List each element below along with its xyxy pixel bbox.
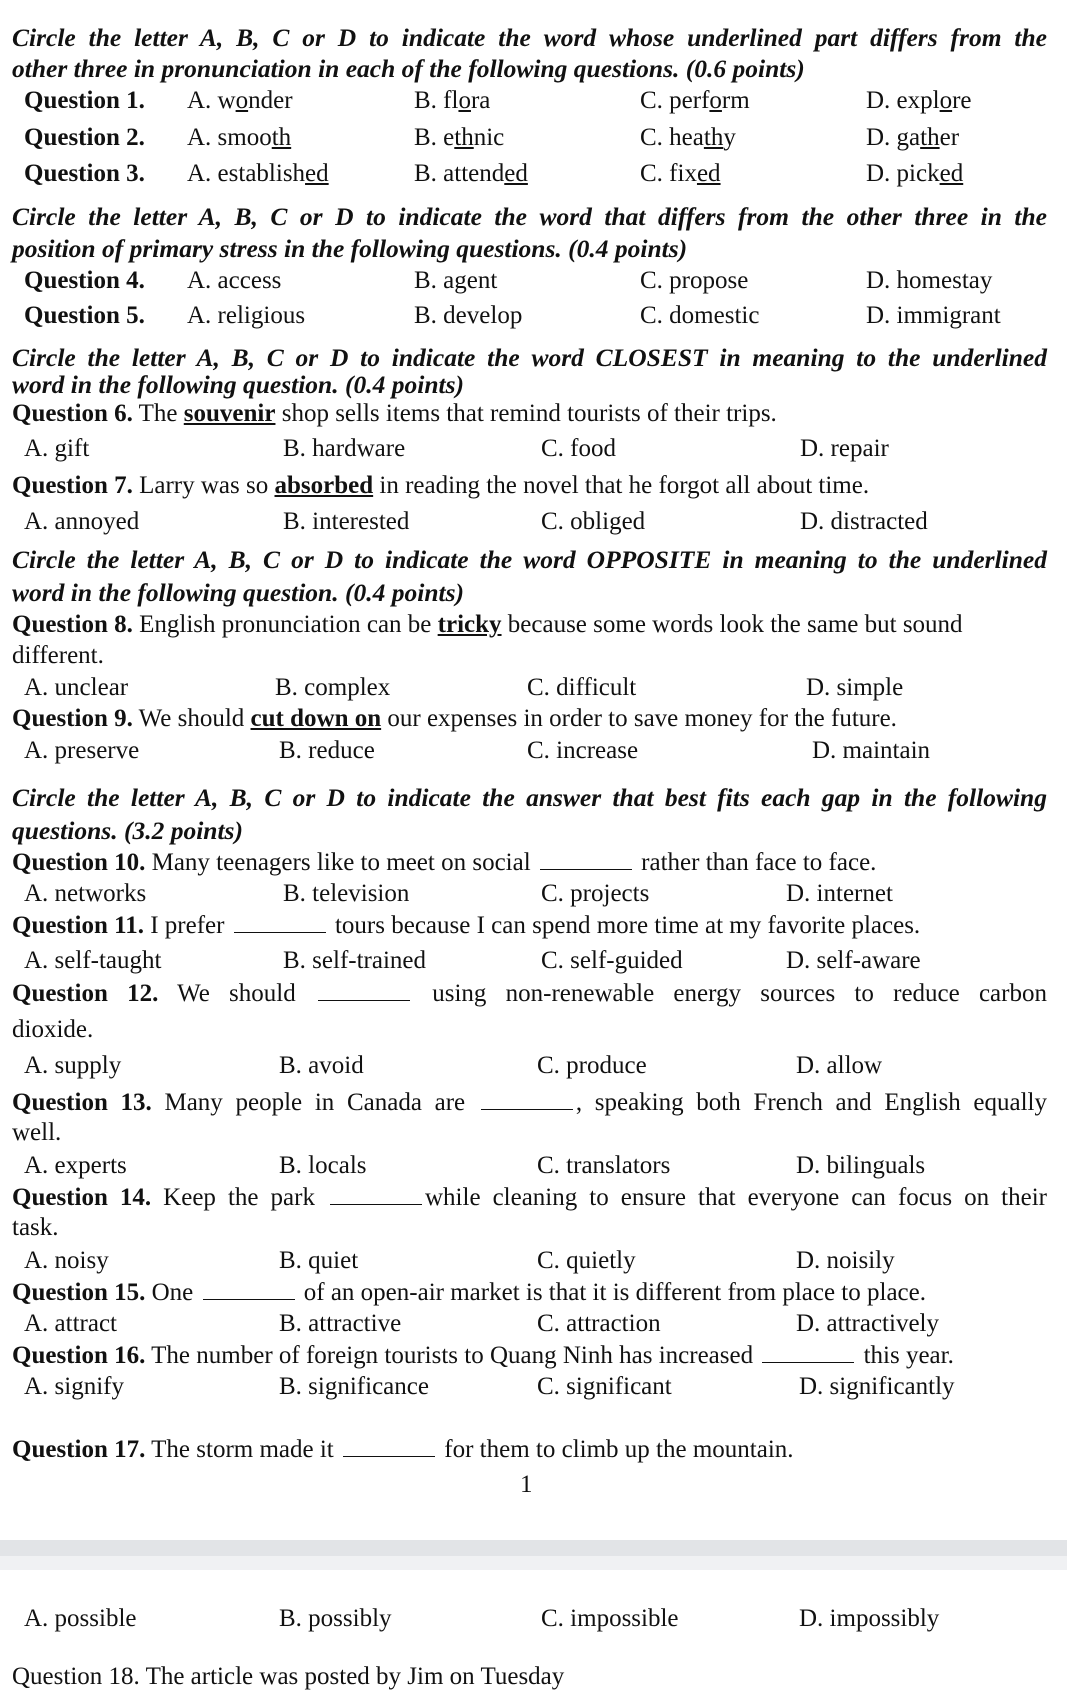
- option-b[interactable]: B. ethnic: [414, 124, 505, 151]
- q15-option-d[interactable]: D. attractively: [796, 1310, 939, 1337]
- question-label: Question 9.: [12, 705, 133, 732]
- q12-option-d[interactable]: D. allow: [796, 1052, 883, 1079]
- question-7-stem: Question 7. Larry was so absorbed in reading the novel that he forgot all about time.: [12, 472, 870, 499]
- q11-option-c[interactable]: C. self-guided: [541, 947, 683, 974]
- underlined-word: souvenir: [183, 400, 276, 427]
- q16-option-b[interactable]: B. significance: [279, 1373, 429, 1400]
- q6-option-d[interactable]: D. repair: [800, 435, 889, 462]
- question-label: Question 1.: [24, 87, 145, 114]
- q11-option-b[interactable]: B. self-trained: [283, 947, 427, 974]
- q11-option-d[interactable]: D. self-aware: [786, 947, 921, 974]
- section4-instruction-line1: Circle the letter A, B, C or D to indicate the word OPPOSITE in meaning to the underlined: [12, 545, 1047, 574]
- option-a[interactable]: A. smooth: [187, 124, 292, 151]
- question-label: Question 14.: [12, 1184, 152, 1211]
- option-c[interactable]: C. perform: [640, 87, 750, 114]
- q17-option-c[interactable]: C. impossible: [541, 1605, 679, 1632]
- q8-option-a[interactable]: A. unclear: [24, 674, 129, 701]
- q7-option-a[interactable]: A. annoyed: [24, 508, 140, 535]
- option-a[interactable]: A. wonder: [187, 87, 293, 114]
- section1-instruction-line1: Circle the letter A, B, C or D to indicate the word whose underlined part differs from the: [12, 23, 1047, 52]
- section4-instruction-line2: word in the following question. (0.4 points): [12, 578, 465, 607]
- q16-option-d[interactable]: D. significantly: [799, 1373, 955, 1400]
- section3-instruction-line2: word in the following question. (0.4 points): [12, 370, 465, 399]
- page-break-shadow: [0, 1556, 1067, 1570]
- answer-blank[interactable]: [481, 1089, 573, 1110]
- q7-option-c[interactable]: C. obliged: [541, 508, 646, 535]
- answer-blank[interactable]: [234, 912, 326, 933]
- question-8-stem: Question 8. English pronunciation can be tricky because some words look the same but sound: [12, 611, 963, 638]
- q13-option-a[interactable]: A. experts: [24, 1152, 127, 1179]
- option-d[interactable]: D. gather: [866, 124, 960, 151]
- answer-blank[interactable]: [540, 849, 632, 870]
- question-label: Question 13.: [12, 1089, 152, 1116]
- option-a[interactable]: A. established: [187, 160, 329, 187]
- section2-instruction-line1: Circle the letter A, B, C or D to indicate the word that differs from the other three in the: [12, 202, 1047, 231]
- question-label: Question 17.: [12, 1436, 146, 1463]
- section3-instruction-line1: Circle the letter A, B, C or D to indicate the word CLOSEST in meaning to the underlined: [12, 343, 1047, 372]
- underlined-word: cut down on: [250, 705, 382, 732]
- q8-option-c[interactable]: C. difficult: [527, 674, 637, 701]
- answer-blank[interactable]: [203, 1279, 295, 1300]
- section2-instruction-line2: position of primary stress in the following questions. (0.4 points): [12, 234, 688, 263]
- question-8-stem-continued: different.: [12, 642, 104, 669]
- question-label: Question 6.: [12, 400, 133, 427]
- q17-option-d[interactable]: D. impossibly: [799, 1605, 940, 1632]
- question-label: Question 4.: [24, 267, 145, 294]
- question-label: Question 15.: [12, 1279, 146, 1306]
- section5-instruction-line1: Circle the letter A, B, C or D to indicate the answer that best fits each gap in the following: [12, 783, 1047, 812]
- question-label: Question 8.: [12, 611, 133, 638]
- question-10-stem: Question 10. Many teenagers like to meet on social rather than face to face.: [12, 849, 877, 876]
- option-b[interactable]: B. flora: [414, 87, 491, 114]
- answer-blank[interactable]: [318, 980, 410, 1001]
- question-13-stem: Question 13. Many people in Canada are , speaking both French and English equally: [12, 1089, 1047, 1116]
- q14-option-b[interactable]: B. quiet: [279, 1247, 359, 1274]
- answer-blank[interactable]: [330, 1184, 422, 1205]
- question-11-stem: Question 11. I prefer tours because I can spend more time at my favorite places.: [12, 912, 921, 939]
- option-b[interactable]: B. develop: [414, 302, 523, 329]
- question-14-stem-continued: task.: [12, 1214, 59, 1241]
- q17-option-a[interactable]: A. possible: [24, 1605, 137, 1632]
- q8-option-b[interactable]: B. complex: [275, 674, 391, 701]
- question-label: Question 3.: [24, 160, 145, 187]
- q9-option-d[interactable]: D. maintain: [812, 737, 931, 764]
- option-b[interactable]: B. agent: [414, 267, 498, 294]
- page-break-divider: [0, 1540, 1067, 1556]
- q6-option-a[interactable]: A. gift: [24, 435, 90, 462]
- question-13-stem-continued: well.: [12, 1119, 62, 1146]
- question-9-stem: Question 9. We should cut down on our expenses in order to save money for the future.: [12, 705, 897, 732]
- q9-option-a[interactable]: A. preserve: [24, 737, 140, 764]
- option-a[interactable]: A. access: [187, 267, 282, 294]
- q11-option-a[interactable]: A. self-taught: [24, 947, 162, 974]
- question-label: Question 16.: [12, 1342, 146, 1369]
- q10-option-d[interactable]: D. internet: [786, 880, 893, 907]
- question-label: Question 10.: [12, 849, 146, 876]
- q10-option-b[interactable]: B. television: [283, 880, 410, 907]
- question-18-partial: Question 18. The article was posted by Jim on Tuesday: [12, 1663, 565, 1690]
- q9-option-b[interactable]: B. reduce: [279, 737, 375, 764]
- q12-option-b[interactable]: B. avoid: [279, 1052, 364, 1079]
- q16-option-c[interactable]: C. significant: [537, 1373, 672, 1400]
- question-12-stem: Question 12. We should using non-renewable energy sources to reduce carbon: [12, 980, 1047, 1007]
- q10-option-c[interactable]: C. projects: [541, 880, 650, 907]
- q13-option-b[interactable]: B. locals: [279, 1152, 367, 1179]
- q15-option-a[interactable]: A. attract: [24, 1310, 118, 1337]
- q8-option-d[interactable]: D. simple: [806, 674, 904, 701]
- question-14-stem: Question 14. Keep the park while cleaning to ensure that everyone can focus on their: [12, 1184, 1047, 1211]
- underlined-word: tricky: [437, 611, 502, 638]
- question-15-stem: Question 15. One of an open-air market is that it is different from place to place.: [12, 1279, 926, 1306]
- q13-option-c[interactable]: C. translators: [537, 1152, 671, 1179]
- question-12-stem-continued: dioxide.: [12, 1016, 94, 1043]
- option-d[interactable]: D. explore: [866, 87, 972, 114]
- q7-option-d[interactable]: D. distracted: [800, 508, 928, 535]
- q17-option-b[interactable]: B. possibly: [279, 1605, 392, 1632]
- section5-instruction-line2: questions. (3.2 points): [12, 816, 243, 845]
- question-17-stem: Question 17. The storm made it for them to climb up the mountain.: [12, 1436, 794, 1463]
- question-6-stem: Question 6. The souvenir shop sells items that remind tourists of their trips.: [12, 400, 777, 427]
- option-a[interactable]: A. religious: [187, 302, 306, 329]
- answer-blank[interactable]: [343, 1436, 435, 1457]
- q12-option-a[interactable]: A. supply: [24, 1052, 122, 1079]
- q15-option-c[interactable]: C. attraction: [537, 1310, 661, 1337]
- question-label: Question 5.: [24, 302, 145, 329]
- q12-option-c[interactable]: C. produce: [537, 1052, 647, 1079]
- q10-option-a[interactable]: A. networks: [24, 880, 147, 907]
- page-number: 1: [520, 1471, 533, 1498]
- q6-option-c[interactable]: C. food: [541, 435, 616, 462]
- q14-option-a[interactable]: A. noisy: [24, 1247, 109, 1274]
- q15-option-b[interactable]: B. attractive: [279, 1310, 402, 1337]
- answer-blank[interactable]: [762, 1342, 854, 1363]
- question-label: Question 11.: [12, 912, 144, 939]
- section1-instruction-line2: other three in pronunciation in each of the following questions. (0.6 points): [12, 54, 805, 83]
- option-c[interactable]: C. fixed: [640, 160, 721, 187]
- option-d[interactable]: D. immigrant: [866, 302, 1001, 329]
- q14-option-d[interactable]: D. noisily: [796, 1247, 895, 1274]
- option-c[interactable]: C. propose: [640, 267, 749, 294]
- q16-option-a[interactable]: A. signify: [24, 1373, 124, 1400]
- option-c[interactable]: C. heathy: [640, 124, 736, 151]
- q6-option-b[interactable]: B. hardware: [283, 435, 406, 462]
- q7-option-b[interactable]: B. interested: [283, 508, 410, 535]
- question-label: Question 2.: [24, 124, 145, 151]
- option-d[interactable]: D. picked: [866, 160, 964, 187]
- q9-option-c[interactable]: C. increase: [527, 737, 639, 764]
- question-label: Question 12.: [12, 980, 159, 1007]
- q13-option-d[interactable]: D. bilinguals: [796, 1152, 926, 1179]
- underlined-word: absorbed: [274, 472, 374, 499]
- option-d[interactable]: D. homestay: [866, 267, 993, 294]
- question-16-stem: Question 16. The number of foreign tourists to Quang Ninh has increased this year.: [12, 1342, 954, 1369]
- question-label: Question 7.: [12, 472, 133, 499]
- option-c[interactable]: C. domestic: [640, 302, 760, 329]
- option-b[interactable]: B. attended: [414, 160, 528, 187]
- q14-option-c[interactable]: C. quietly: [537, 1247, 636, 1274]
